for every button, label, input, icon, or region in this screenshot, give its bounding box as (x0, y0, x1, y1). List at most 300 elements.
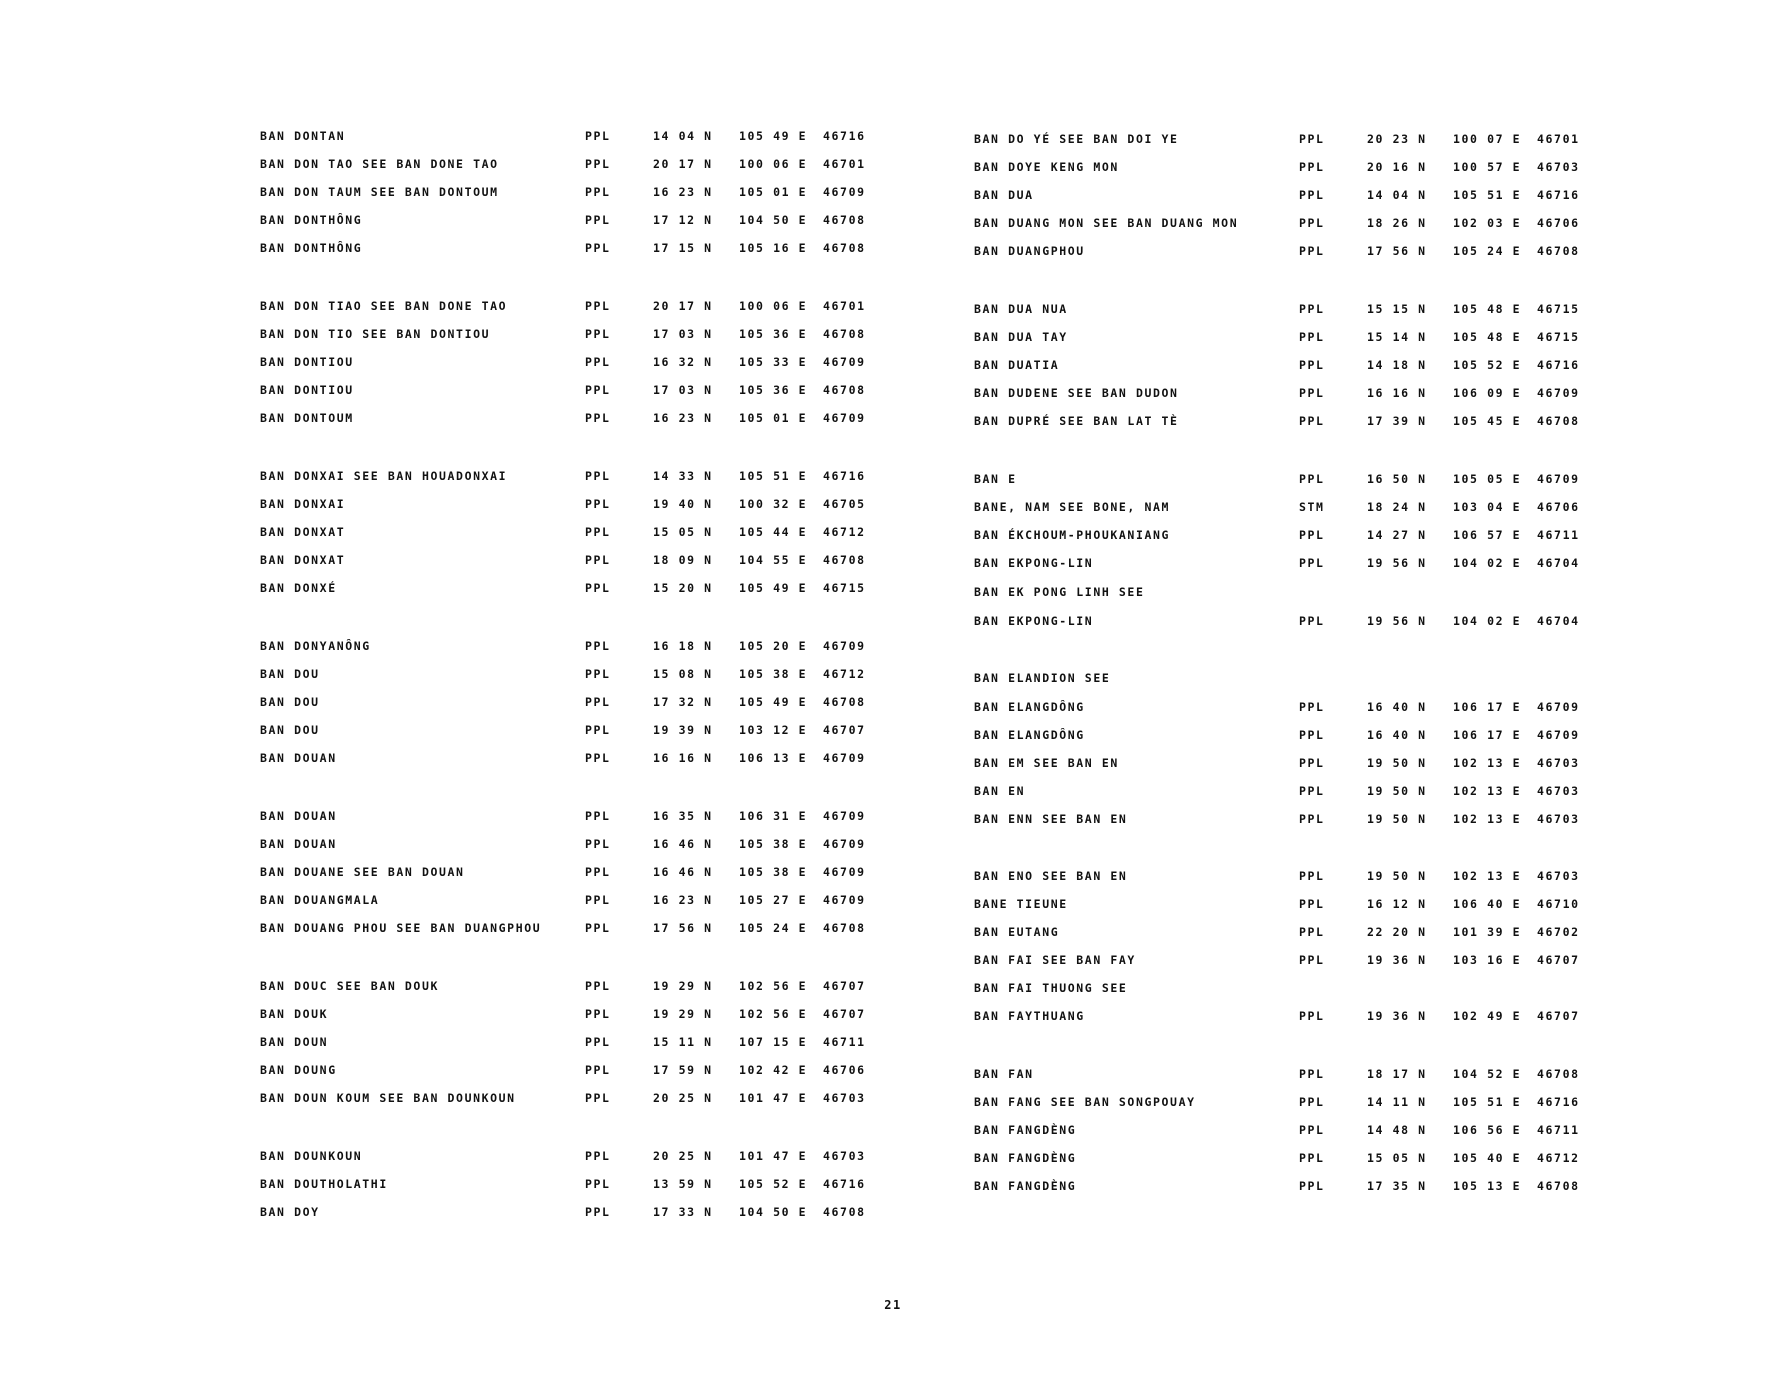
entry-lon: 102 03 E (1453, 216, 1522, 230)
entry-ref: 46711 (1537, 1123, 1580, 1137)
entry-lat: 19 40 N (653, 497, 713, 511)
entry-ref: 46715 (823, 581, 866, 595)
entry-name: BAN FANG SEE BAN SONGPOUAY (974, 1095, 1196, 1109)
entry-ref: 46708 (1537, 1067, 1580, 1081)
gazetteer-entry (260, 522, 900, 542)
gazetteer-entry (974, 157, 1614, 177)
gazetteer-entry (974, 1006, 1614, 1026)
entry-lon: 106 40 E (1453, 897, 1522, 911)
entry-name: BAN FAN (974, 1067, 1034, 1081)
entry-code: PPL (585, 525, 611, 539)
entry-lat: 16 23 N (653, 185, 713, 199)
gazetteer-entry (260, 578, 900, 598)
entry-ref: 46716 (1537, 1095, 1580, 1109)
entry-lon: 106 17 E (1453, 700, 1522, 714)
entry-code: PPL (585, 723, 611, 737)
entry-name: BAN DOUN (260, 1035, 329, 1049)
entry-name: BAN DOUANG PHOU SEE BAN DUANGPHOU (260, 921, 542, 935)
gazetteer-entry (974, 497, 1614, 517)
gazetteer-entry (974, 185, 1614, 205)
entry-name: BAN DONYANÔNG (260, 639, 371, 653)
entry-code: PPL (1299, 756, 1325, 770)
entry-lat: 19 50 N (1367, 756, 1427, 770)
entry-name: BAN EUTANG (974, 925, 1060, 939)
gazetteer-entry (260, 748, 900, 768)
entry-lat: 16 40 N (1367, 728, 1427, 742)
entry-code: PPL (585, 213, 611, 227)
entry-name: BAN ELANGDÔNG (974, 700, 1085, 714)
entry-lat: 19 56 N (1367, 556, 1427, 570)
entry-ref: 46703 (823, 1149, 866, 1163)
entry-lat: 19 50 N (1367, 812, 1427, 826)
entry-lat: 16 46 N (653, 837, 713, 851)
entry-ref: 46716 (823, 129, 866, 143)
entry-ref: 46712 (823, 525, 866, 539)
entry-name: BAN DONXAI (260, 497, 346, 511)
entry-ref: 46716 (1537, 188, 1580, 202)
gazetteer-entry (260, 408, 900, 428)
entry-lon: 100 06 E (739, 299, 808, 313)
entry-ref: 46709 (823, 411, 866, 425)
entry-lon: 105 13 E (1453, 1179, 1522, 1193)
entry-code: PPL (585, 497, 611, 511)
entry-code: PPL (1299, 897, 1325, 911)
entry-ref: 46715 (1537, 302, 1580, 316)
entry-lat: 17 32 N (653, 695, 713, 709)
entry-ref: 46703 (1537, 812, 1580, 826)
entry-ref: 46708 (823, 213, 866, 227)
entry-lon: 104 50 E (739, 1205, 808, 1219)
entry-code: PPL (585, 241, 611, 255)
entry-name: BAN DOUANE SEE BAN DOUAN (260, 865, 465, 879)
entry-lat: 19 36 N (1367, 953, 1427, 967)
entry-lat: 17 56 N (1367, 244, 1427, 258)
entry-ref: 46703 (1537, 756, 1580, 770)
entry-name: BAN EK PONG LINH SEE (974, 585, 1145, 599)
entry-lat: 18 09 N (653, 553, 713, 567)
entry-code: PPL (585, 865, 611, 879)
entry-lat: 15 11 N (653, 1035, 713, 1049)
entry-lon: 106 57 E (1453, 528, 1522, 542)
entry-ref: 46716 (823, 1177, 866, 1191)
entry-lon: 105 24 E (1453, 244, 1522, 258)
entry-name: BAN DONXÉ (260, 581, 337, 595)
entry-lon: 100 06 E (739, 157, 808, 171)
entry-name: BAN DON TAUM SEE BAN DONTOUM (260, 185, 499, 199)
entry-lon: 102 56 E (739, 979, 808, 993)
entry-code: PPL (585, 837, 611, 851)
entry-lat: 16 16 N (653, 751, 713, 765)
entry-lon: 105 38 E (739, 837, 808, 851)
entry-lon: 104 02 E (1453, 614, 1522, 628)
entry-lat: 17 12 N (653, 213, 713, 227)
entry-lon: 102 56 E (739, 1007, 808, 1021)
gazetteer-entry (260, 806, 900, 826)
entry-ref: 46708 (823, 553, 866, 567)
gazetteer-entry (974, 697, 1614, 717)
entry-lon: 105 52 E (739, 1177, 808, 1191)
entry-ref: 46708 (1537, 244, 1580, 258)
entry-lon: 105 49 E (739, 695, 808, 709)
entry-lat: 19 39 N (653, 723, 713, 737)
entry-lat: 17 39 N (1367, 414, 1427, 428)
entry-code: PPL (1299, 556, 1325, 570)
entry-ref: 46701 (823, 299, 866, 313)
entry-name: BAN FAI SEE BAN FAY (974, 953, 1136, 967)
entry-lon: 105 48 E (1453, 302, 1522, 316)
entry-name: BAN FANGDÈNG (974, 1123, 1077, 1137)
entry-lon: 105 40 E (1453, 1151, 1522, 1165)
entry-lon: 103 16 E (1453, 953, 1522, 967)
entry-ref: 46708 (823, 1205, 866, 1219)
gazetteer-entry (260, 636, 900, 656)
entry-code: PPL (1299, 925, 1325, 939)
entry-name: BAN DUA NUA (974, 302, 1068, 316)
entry-code: PPL (1299, 869, 1325, 883)
entry-lon: 102 42 E (739, 1063, 808, 1077)
gazetteer-entry (260, 210, 900, 230)
gazetteer-entry (974, 922, 1614, 942)
entry-ref: 46709 (1537, 472, 1580, 486)
entry-code: PPL (585, 1205, 611, 1219)
gazetteer-entry (974, 411, 1614, 431)
gazetteer-entry (260, 1202, 900, 1222)
entry-code: PPL (1299, 953, 1325, 967)
entry-ref: 46709 (823, 865, 866, 879)
entry-name: BAN DOUN KOUM SEE BAN DOUNKOUN (260, 1091, 516, 1105)
entry-lat: 16 23 N (653, 411, 713, 425)
entry-lat: 15 15 N (1367, 302, 1427, 316)
entry-lon: 102 13 E (1453, 756, 1522, 770)
entry-lon: 105 16 E (739, 241, 808, 255)
entry-lat: 20 25 N (653, 1091, 713, 1105)
entry-code: PPL (585, 667, 611, 681)
entry-ref: 46708 (1537, 1179, 1580, 1193)
entry-ref: 46709 (1537, 700, 1580, 714)
entry-name: BAN DUANG MON SEE BAN DUANG MON (974, 216, 1239, 230)
entry-code: PPL (1299, 216, 1325, 230)
entry-name: BAN DONTIOU (260, 355, 354, 369)
entry-lon: 101 47 E (739, 1149, 808, 1163)
entry-lat: 14 33 N (653, 469, 713, 483)
entry-code: PPL (585, 383, 611, 397)
gazetteer-entry (260, 862, 900, 882)
gazetteer-entry (974, 213, 1614, 233)
entry-code: PPL (585, 157, 611, 171)
entry-lat: 19 36 N (1367, 1009, 1427, 1023)
gazetteer-entry (974, 1176, 1614, 1196)
entry-lon: 105 49 E (739, 581, 808, 595)
entry-name: BAN FANGDÈNG (974, 1151, 1077, 1165)
entry-ref: 46712 (1537, 1151, 1580, 1165)
entry-code: PPL (1299, 1067, 1325, 1081)
gazetteer-entry (260, 918, 900, 938)
entry-name: BAN DONXAI SEE BAN HOUADONXAI (260, 469, 508, 483)
entry-code: PPL (1299, 358, 1325, 372)
entry-lat: 19 56 N (1367, 614, 1427, 628)
entry-name: BAN DON TIAO SEE BAN DONE TAO (260, 299, 508, 313)
entry-lat: 17 03 N (653, 383, 713, 397)
gazetteer-entry (974, 753, 1614, 773)
entry-ref: 46703 (1537, 869, 1580, 883)
entry-name: BAN DUDENE SEE BAN DUDON (974, 386, 1179, 400)
entry-lat: 19 50 N (1367, 784, 1427, 798)
entry-name: BAN DUA (974, 188, 1034, 202)
entry-code: PPL (585, 1149, 611, 1163)
entry-ref: 46707 (1537, 953, 1580, 967)
entry-lat: 14 27 N (1367, 528, 1427, 542)
entry-name: BAN DON TIO SEE BAN DONTIOU (260, 327, 491, 341)
entry-lat: 19 29 N (653, 1007, 713, 1021)
page-number: 21 (884, 1298, 902, 1312)
entry-ref: 46708 (823, 695, 866, 709)
gazetteer-entry (974, 1120, 1614, 1140)
entry-lat: 18 17 N (1367, 1067, 1427, 1081)
entry-name: BAN DONTHÔNG (260, 213, 363, 227)
entry-ref: 46705 (823, 497, 866, 511)
gazetteer-entry (974, 1148, 1614, 1168)
entry-ref: 46708 (823, 327, 866, 341)
gazetteer-entry (974, 725, 1614, 745)
entry-ref: 46702 (1537, 925, 1580, 939)
entry-name: BAN EKPONG-LIN (974, 556, 1094, 570)
entry-ref: 46706 (1537, 500, 1580, 514)
gazetteer-entry (260, 692, 900, 712)
entry-name: BAN DOU (260, 723, 320, 737)
entry-lon: 102 13 E (1453, 784, 1522, 798)
entry-name: BAN FAYTHUANG (974, 1009, 1085, 1023)
entry-name: BAN DOU (260, 667, 320, 681)
entry-lat: 17 03 N (653, 327, 713, 341)
gazetteer-entry (260, 1146, 900, 1166)
entry-lon: 100 32 E (739, 497, 808, 511)
gazetteer-entry (260, 890, 900, 910)
entry-code: PPL (585, 893, 611, 907)
entry-lon: 107 15 E (739, 1035, 808, 1049)
entry-code: PPL (1299, 812, 1325, 826)
gazetteer-entry (974, 525, 1614, 545)
gazetteer-entry (260, 380, 900, 400)
entry-lat: 19 29 N (653, 979, 713, 993)
entry-code: PPL (585, 639, 611, 653)
gazetteer-entry (260, 494, 900, 514)
entry-code: PPL (585, 1063, 611, 1077)
entry-code: PPL (1299, 1179, 1325, 1193)
entry-ref: 46709 (823, 751, 866, 765)
entry-code: PPL (585, 751, 611, 765)
entry-lon: 105 52 E (1453, 358, 1522, 372)
entry-lat: 20 17 N (653, 299, 713, 313)
entry-name: BAN FAI THUONG SEE (974, 981, 1128, 995)
entry-code: PPL (1299, 528, 1325, 542)
entry-ref: 46711 (1537, 528, 1580, 542)
gazetteer-entry (260, 1032, 900, 1052)
entry-lon: 105 33 E (739, 355, 808, 369)
entry-ref: 46703 (1537, 160, 1580, 174)
entry-lon: 104 55 E (739, 553, 808, 567)
entry-lat: 20 23 N (1367, 132, 1427, 146)
entry-code: PPL (1299, 1095, 1325, 1109)
entry-lon: 105 51 E (1453, 1095, 1522, 1109)
entry-name: BAN DUATIA (974, 358, 1060, 372)
entry-ref: 46709 (1537, 728, 1580, 742)
gazetteer-entry (974, 355, 1614, 375)
gazetteer-entry (974, 327, 1614, 347)
gazetteer-entry (974, 1064, 1614, 1084)
entry-lon: 105 01 E (739, 411, 808, 425)
entry-name: BAN DONXAT (260, 553, 346, 567)
entry-lon: 106 09 E (1453, 386, 1522, 400)
gazetteer-entry (260, 834, 900, 854)
entry-lat: 15 20 N (653, 581, 713, 595)
entry-code: PPL (585, 1007, 611, 1021)
entry-lon: 103 04 E (1453, 500, 1522, 514)
gazetteer-entry (974, 809, 1614, 829)
entry-lat: 15 08 N (653, 667, 713, 681)
gazetteer-entry (974, 299, 1614, 319)
entry-lon: 105 01 E (739, 185, 808, 199)
entry-name: BAN ENO SEE BAN EN (974, 869, 1128, 883)
entry-lon: 106 56 E (1453, 1123, 1522, 1137)
entry-ref: 46706 (823, 1063, 866, 1077)
entry-ref: 46711 (823, 1035, 866, 1049)
entry-code: PPL (585, 695, 611, 709)
entry-lat: 19 50 N (1367, 869, 1427, 883)
entry-lat: 16 23 N (653, 893, 713, 907)
entry-lon: 100 07 E (1453, 132, 1522, 146)
gazetteer-entry (260, 126, 900, 146)
entry-name: BAN DOUK (260, 1007, 329, 1021)
gazetteer-entry (260, 182, 900, 202)
entry-ref: 46709 (823, 355, 866, 369)
entry-code: PPL (1299, 386, 1325, 400)
gazetteer-entry (974, 781, 1614, 801)
entry-code: PPL (1299, 414, 1325, 428)
entry-lon: 101 47 E (739, 1091, 808, 1105)
entry-ref: 46708 (823, 241, 866, 255)
entry-lon: 102 13 E (1453, 812, 1522, 826)
entry-code: PPL (1299, 1151, 1325, 1165)
entry-name: BAN DONTAN (260, 129, 346, 143)
entry-ref: 46708 (1537, 414, 1580, 428)
entry-name: BAN DO YÉ SEE BAN DOI YE (974, 132, 1179, 146)
entry-code: PPL (585, 553, 611, 567)
entry-name: BAN DOUAN (260, 809, 337, 823)
entry-lat: 16 50 N (1367, 472, 1427, 486)
entry-name: BAN DOUNG (260, 1063, 337, 1077)
entry-name: BAN DOUC SEE BAN DOUK (260, 979, 439, 993)
entry-code: PPL (585, 327, 611, 341)
entry-name: BAN DUANGPHOU (974, 244, 1085, 258)
gazetteer-entry (974, 978, 1614, 998)
gazetteer-entry (260, 720, 900, 740)
entry-lon: 101 39 E (1453, 925, 1522, 939)
entry-name: BAN EN (974, 784, 1026, 798)
entry-code: PPL (585, 129, 611, 143)
entry-name: BAN DOY (260, 1205, 320, 1219)
entry-name: BANE TIEUNE (974, 897, 1068, 911)
entry-ref: 46704 (1537, 614, 1580, 628)
gazetteer-entry (260, 296, 900, 316)
gazetteer-entry (974, 582, 1614, 602)
entry-lon: 105 51 E (1453, 188, 1522, 202)
entry-lon: 105 38 E (739, 667, 808, 681)
gazetteer-entry (260, 324, 900, 344)
entry-lat: 16 35 N (653, 809, 713, 823)
entry-lat: 22 20 N (1367, 925, 1427, 939)
entry-lon: 104 52 E (1453, 1067, 1522, 1081)
entry-lat: 20 25 N (653, 1149, 713, 1163)
entry-lon: 105 45 E (1453, 414, 1522, 428)
gazetteer-entry (260, 664, 900, 684)
entry-ref: 46709 (823, 893, 866, 907)
entry-name: BAN FANGDÈNG (974, 1179, 1077, 1193)
entry-lon: 104 50 E (739, 213, 808, 227)
entry-code: PPL (1299, 160, 1325, 174)
entry-ref: 46715 (1537, 330, 1580, 344)
entry-name: BAN DON TAO SEE BAN DONE TAO (260, 157, 499, 171)
entry-lat: 14 04 N (653, 129, 713, 143)
gazetteer-entry (974, 611, 1614, 631)
entry-lat: 16 40 N (1367, 700, 1427, 714)
gazetteer-entry (974, 469, 1614, 489)
entry-name: BAN ELANDION SEE (974, 671, 1111, 685)
entry-lon: 103 12 E (739, 723, 808, 737)
entry-ref: 46709 (823, 837, 866, 851)
entry-lat: 18 26 N (1367, 216, 1427, 230)
entry-name: BAN DOUAN (260, 837, 337, 851)
entry-lon: 102 49 E (1453, 1009, 1522, 1023)
entry-code: PPL (585, 411, 611, 425)
entry-ref: 46706 (1537, 216, 1580, 230)
entry-name: BAN DOUAN (260, 751, 337, 765)
entry-lon: 105 51 E (739, 469, 808, 483)
entry-code: PPL (1299, 330, 1325, 344)
entry-code: PPL (1299, 132, 1325, 146)
entry-ref: 46707 (1537, 1009, 1580, 1023)
entry-ref: 46709 (1537, 386, 1580, 400)
entry-lat: 14 11 N (1367, 1095, 1427, 1109)
gazetteer-entry (974, 129, 1614, 149)
entry-ref: 46704 (1537, 556, 1580, 570)
entry-ref: 46703 (823, 1091, 866, 1105)
entry-lat: 16 16 N (1367, 386, 1427, 400)
entry-code: PPL (585, 299, 611, 313)
gazetteer-entry (260, 352, 900, 372)
entry-ref: 46716 (1537, 358, 1580, 372)
entry-lon: 105 05 E (1453, 472, 1522, 486)
entry-name: BAN ELANGDÔNG (974, 728, 1085, 742)
entry-ref: 46709 (823, 639, 866, 653)
entry-code: PPL (1299, 1123, 1325, 1137)
entry-lat: 20 17 N (653, 157, 713, 171)
entry-lon: 105 27 E (739, 893, 808, 907)
entry-lat: 13 59 N (653, 1177, 713, 1191)
entry-name: BAN DOUNKOUN (260, 1149, 363, 1163)
gazetteer-entry (974, 1092, 1614, 1112)
gazetteer-entry (974, 383, 1614, 403)
gazetteer-entry (260, 976, 900, 996)
entry-name: BAN DUPRÉ SEE BAN LAT TÈ (974, 414, 1179, 428)
entry-code: PPL (585, 979, 611, 993)
entry-lat: 16 12 N (1367, 897, 1427, 911)
gazetteer-entry (260, 154, 900, 174)
entry-code: PPL (585, 921, 611, 935)
entry-ref: 46701 (1537, 132, 1580, 146)
entry-lat: 18 24 N (1367, 500, 1427, 514)
entry-ref: 46709 (823, 809, 866, 823)
entry-ref: 46707 (823, 723, 866, 737)
